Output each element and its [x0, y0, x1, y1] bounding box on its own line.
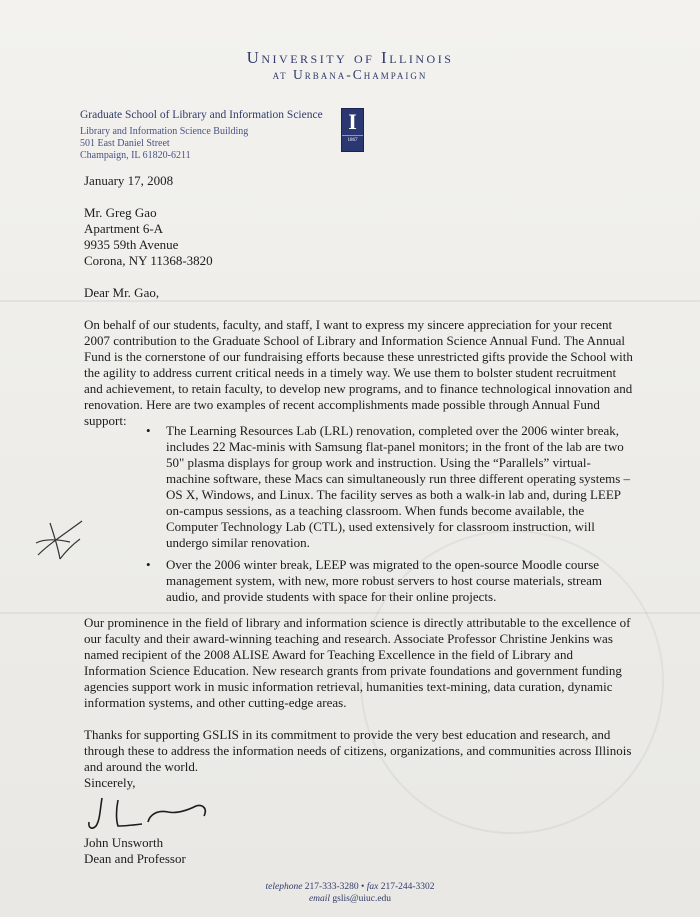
- body-line: agencies support work in music information retrieval, humanities text-mining, data curation, dynamic: [84, 679, 613, 694]
- body-line: and around the world.: [84, 759, 199, 774]
- footer-phone-fax: telephone 217-333-3280 • fax 217-244-3302: [265, 882, 435, 892]
- recipient-line: Apartment 6-A: [84, 221, 164, 236]
- bullet-line: audio, and provide students with space for their online projects.: [166, 589, 497, 604]
- letter-date: January 17, 2008: [84, 173, 174, 188]
- footer-fax-label: fax: [366, 882, 379, 892]
- body-line: On behalf of our students, faculty, and staff, I want to express my sincere appreciation for your recent: [84, 317, 613, 332]
- body-line: Our prominence in the field of library and information science is directly attributable to the excellence of: [84, 615, 631, 630]
- body-line: named recipient of the 2008 ALISE Award for Teaching Excellence in the field of Library and: [84, 647, 573, 662]
- footer-email: gslis@uiuc.edu: [332, 894, 392, 904]
- bullet-icon: •: [146, 423, 151, 438]
- bullet-line: OS X, Windows, and Linux. The facility serves as both a walk-in lab and, during LEEP: [166, 487, 621, 502]
- footer-email-label: email: [308, 894, 331, 904]
- signer-title: Dean and Professor: [84, 851, 186, 866]
- bullet-line: Over the 2006 winter break, LEEP was migrated to the open-source Moodle course: [166, 557, 600, 572]
- bullet-line: machine software, these Macs can simultaneously run three different operating systems –: [166, 471, 631, 486]
- body-line: Fund is the cornerstone of our fundraising efforts because these unrestricted gifts provide the School with: [84, 349, 633, 364]
- body-line: renovation. Here are two examples of recent accomplishments made possible through Annual Fund: [84, 397, 600, 412]
- bullet-line: on-campus sessions, as a teaching classroom. When funds become available, the: [166, 503, 585, 518]
- closing: Sincerely,: [84, 775, 136, 790]
- university-seal-icon: [341, 108, 364, 152]
- seal-year: 1867: [342, 135, 363, 145]
- address-line: 501 East Daniel Street: [80, 138, 170, 149]
- school-name: Graduate School of Library and Information Science: [80, 109, 323, 121]
- bullet-line: management system, with new, more robust servers to host course materials, stream: [166, 573, 602, 588]
- salutation: Dear Mr. Gao,: [84, 285, 160, 300]
- address-line: Library and Information Science Building: [80, 126, 249, 137]
- signer-name: John Unsworth: [84, 835, 164, 850]
- address-line: Champaign, IL 61820-6211: [80, 150, 191, 161]
- body-line: and achievement, to retain faculty, to develop new programs, and to finance technological innovation and: [84, 381, 633, 396]
- body-line: the agility to address current critical needs in a timely way. We use them to bolster student recruitment: [84, 365, 617, 380]
- university-name: University of Illinois: [246, 48, 454, 67]
- recipient-line: Mr. Greg Gao: [84, 205, 157, 220]
- bullet-line: includes 22 Mac-minis with Samsung flat-panel monitors; in the front of the lab are two: [166, 439, 624, 454]
- body-line: support:: [84, 413, 127, 428]
- body-line: our faculty and their award-winning teaching and research. Associate Professor Christine Jenkins was: [84, 631, 613, 646]
- body-line: through these to address the information needs of citizens, organizations, and communities across Illinois: [84, 743, 632, 758]
- footer-phone-label: telephone: [265, 882, 303, 892]
- handwritten-mark-icon: [30, 515, 88, 565]
- footer-fax: 217-244-3302: [380, 882, 435, 892]
- body-line: Information Science Education. New research grants from private foundations and government funding: [84, 663, 622, 678]
- body-line: information systems, and other cutting-edge areas.: [84, 695, 347, 710]
- body-line: 2007 contribution to the Graduate School of Library and Information Science Annual Fund. The Annual: [84, 333, 625, 348]
- bullet-line: The Learning Resources Lab (LRL) renovation, completed over the 2006 winter break,: [166, 423, 620, 438]
- bullet-icon: •: [146, 557, 151, 572]
- bullet-line: Computer Technology Lab (CTL), used extensively for classroom instruction, will: [166, 519, 595, 534]
- body-line: Thanks for supporting GSLIS in its commitment to provide the very best education and research, and: [84, 727, 611, 742]
- bullet-line: undergo similar renovation.: [166, 535, 310, 550]
- recipient-line: 9935 59th Avenue: [84, 237, 179, 252]
- recipient-line: Corona, NY 11368-3820: [84, 253, 213, 268]
- bullet-line: 50" plasma displays for group work and instruction. Using the “Parallels” virtual-: [166, 455, 591, 470]
- footer-phone: 217-333-3280: [304, 882, 359, 892]
- seal-letter: I: [348, 109, 357, 134]
- campus-name: at Urbana-Champaign: [272, 67, 428, 82]
- signature: [84, 792, 224, 834]
- footer-email-line: [0, 894, 700, 904]
